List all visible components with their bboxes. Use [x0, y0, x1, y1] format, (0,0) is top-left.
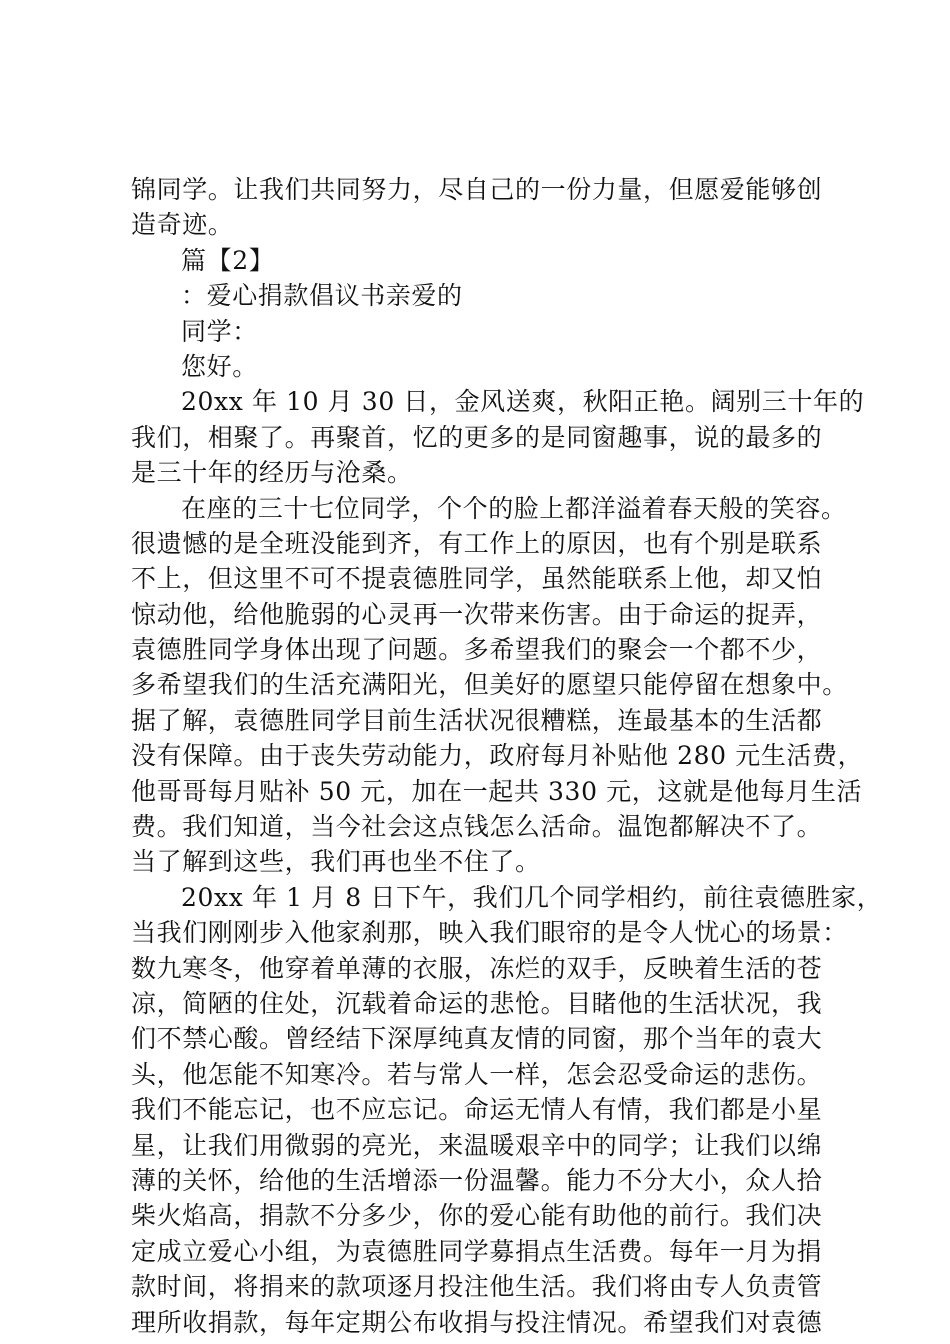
text-line: 款时间，将捐来的款项逐月投注他生活。我们将由专人负责管 [131, 1272, 823, 1302]
text-line: 理所收捐款，每年定期公布收捐与投注情况。希望我们对袁德 [131, 1307, 823, 1337]
text-line: 凉，简陋的住处，沉载着命运的悲怆。目睹他的生活状况，我 [131, 988, 823, 1018]
text-line: 柴火焰高，捐款不分多少，你的爱心能有助他的前行。我们决 [131, 1201, 823, 1231]
text-line: 篇【2】 [181, 245, 275, 275]
text-line: 数九寒冬，他穿着单薄的衣服，冻烂的双手，反映着生活的苍 [131, 953, 823, 983]
text-line: 锦同学。让我们共同努力，尽自己的一份力量，但愿爱能够创 [131, 175, 823, 204]
text-line: 当了解到这些，我们再也坐不住了。 [131, 847, 541, 877]
text-line: 20xx 年 10 月 30 日，金风送爽，秋阳正艳。阔别三十年的 [181, 387, 865, 417]
text-line: 定成立爱心小组，为袁德胜同学募捐点生活费。每年一月为捐 [131, 1236, 823, 1266]
text-line: 20xx 年 1 月 8 日下午，我们几个同学相约，前往袁德胜家， [181, 882, 883, 912]
text-line: 费。我们知道，当今社会这点钱怎么活命。温饱都解决不了。 [131, 812, 823, 842]
text-line: 惊动他，给他脆弱的心灵再一次带来伤害。由于命运的捉弄， [131, 599, 823, 629]
text-line: 同学： [181, 316, 258, 346]
text-line: 他哥哥每月贴补 50 元，加在一起共 330 元，这就是他每月生活 [131, 776, 863, 806]
text-line: 星，让我们用微弱的亮光，来温暖艰辛中的同学；让我们以绵 [131, 1130, 823, 1160]
text-line: 据了解，袁德胜同学目前生活状况很糟糕，连最基本的生活都 [131, 705, 823, 735]
text-line: 当我们刚刚步入他家刹那，映入我们眼帘的是令人忧心的场景： [131, 918, 848, 948]
text-line: 我们，相聚了。再聚首，忆的更多的是同窗趣事，说的最多的 [131, 422, 823, 452]
document-body [131, 172, 883, 1340]
text-line: 袁德胜同学身体出现了问题。多希望我们的聚会一个都不少， [131, 635, 823, 665]
text-line: 们不禁心酸。曾经结下深厚纯真友情的同窗，那个当年的袁大 [131, 1024, 823, 1054]
text-line: 是三十年的经历与沧桑。 [131, 458, 413, 488]
text-line: 您好。 [181, 351, 258, 381]
text-line: 造奇迹。 [131, 210, 234, 240]
text-line: 不上，但这里不可不提袁德胜同学，虽然能联系上他，却又怕 [131, 564, 823, 594]
text-line: 没有保障。由于丧失劳动能力，政府每月补贴他 280 元生活费， [131, 741, 864, 771]
text-line: ：爱心捐款倡议书亲爱的 [181, 281, 463, 311]
text-line: 在座的三十七位同学，个个的脸上都洋溢着春天般的笑容。 [181, 493, 847, 523]
text-line: 多希望我们的生活充满阳光，但美好的愿望只能停留在想象中。 [131, 670, 848, 700]
text-line: 薄的关怀，给他的生活增添一份温馨。能力不分大小，众人拾 [131, 1165, 823, 1195]
text-line: 很遗憾的是全班没能到齐，有工作上的原因，也有个别是联系 [131, 528, 823, 558]
text-line: 我们不能忘记，也不应忘记。命运无情人有情，我们都是小星 [131, 1095, 823, 1125]
text-line: 头，他怎能不知寒冷。若与常人一样，怎会忍受命运的悲伤。 [131, 1059, 823, 1089]
